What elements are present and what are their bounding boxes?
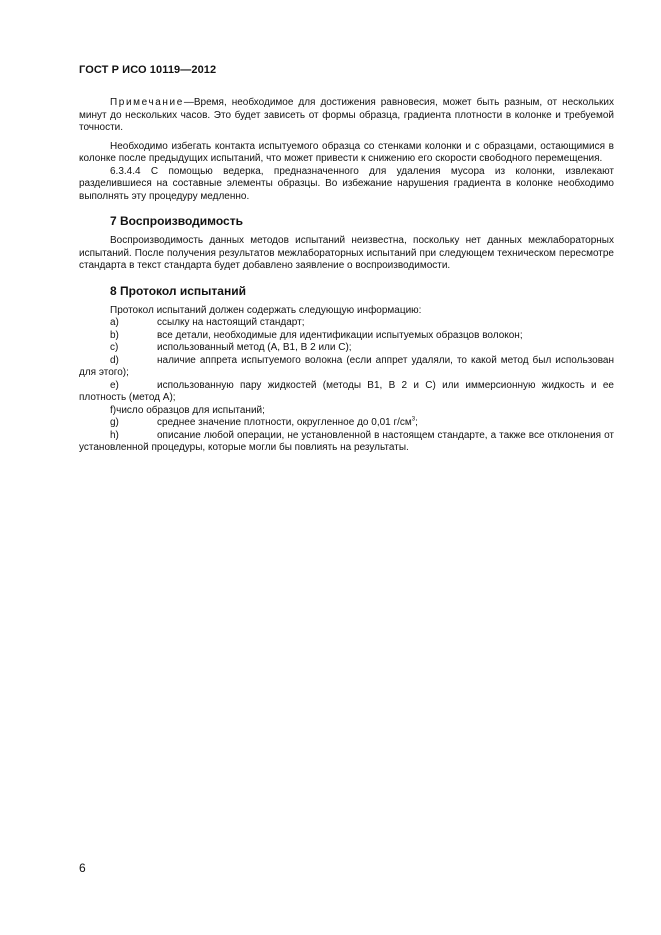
list-item-text: ссылку на настоящий стандарт; xyxy=(157,317,305,328)
list-item-label: g) xyxy=(110,417,119,428)
note-label: Примечание xyxy=(110,97,184,108)
list-item-text: использованную пару жидкостей (методы В1, В 2 и С) или иммерсионную жидкость и ее плотность (метод А); xyxy=(79,379,614,403)
note-paragraph xyxy=(79,97,614,135)
list-item xyxy=(79,342,614,355)
page-number: 6 xyxy=(79,861,86,875)
list-item-label: a) xyxy=(110,317,119,328)
document-body xyxy=(79,97,614,455)
list-item xyxy=(79,405,614,418)
list-item xyxy=(79,317,614,330)
list-item xyxy=(79,380,614,405)
section-7-text: Воспроизводимость данных методов испытаний неизвестна, поскольку нет данных межлабораторных испытаний. После получения результатов межлабораторных испытаний при следующем техническом пересмотре стандарта в текст стандарта будет добавлено заявление о воспроизводимости. xyxy=(79,235,614,271)
list-item-label: f) xyxy=(110,404,117,416)
list-item-text: использованный метод (А, В1, В 2 или С); xyxy=(157,342,352,353)
note-text: —Время, необходимое для достижения равновесия, может быть разным, от нескольких минут до нескольких часов. Это будет зависеть от формы образца, градиента плотности в колонке и требуемой точности. xyxy=(79,97,614,133)
list-item xyxy=(79,430,614,455)
list-item-text: все детали, необходимые для идентификации испытуемых образцов волокон; xyxy=(157,329,523,341)
superscript-3: 3 xyxy=(411,416,416,423)
list-item-text: среднее значение плотности, округленное до 0,01 г/см xyxy=(157,417,412,428)
list-item-label: h) xyxy=(110,429,119,441)
list-item-text: число образцов для испытаний; xyxy=(116,404,265,416)
list-item-text: наличие аппрета испытуемого волокна (если аппрет удаляли, то какой метод был использован для этого); xyxy=(79,354,614,378)
list-item-tail: ; xyxy=(415,417,418,428)
list-item xyxy=(79,330,614,343)
section-8-intro: Протокол испытаний должен содержать следующую информацию: xyxy=(110,304,422,316)
section-7-heading: 7 Воспроизводимость xyxy=(110,214,243,228)
list-item-label: e) xyxy=(110,379,119,391)
list-item xyxy=(79,355,614,380)
document-header: ГОСТ Р ИСО 10119—2012 xyxy=(79,64,217,76)
list-item-text: описание любой операции, не установленной в настоящем стандарте, а также все отклонения от установленной процедуры, которые могли бы повлиять на результаты. xyxy=(79,429,614,453)
list-item-label: b) xyxy=(110,329,119,341)
list-item xyxy=(79,417,614,430)
list-item-label: d) xyxy=(110,354,119,366)
paragraph-avoid-contact: Необходимо избегать контакта испытуемого образца со стенками колонки и с образцами, остающимися в колонке после предыдущих испытаний, что может привести к снижению его скорости свободного перемещения. xyxy=(79,140,614,164)
list-item-label: c) xyxy=(110,342,119,353)
paragraph-6-3-4-4: 6.3.4.4 С помощью ведерка, предназначенного для удаления мусора из колонки, извлекают разделившиеся на составные элементы образцы. Во избежание нарушения градиента в колонке необходимо выполнять эту процедуру медленно. xyxy=(79,165,614,202)
section-8-heading: 8 Протокол испытаний xyxy=(110,283,246,298)
